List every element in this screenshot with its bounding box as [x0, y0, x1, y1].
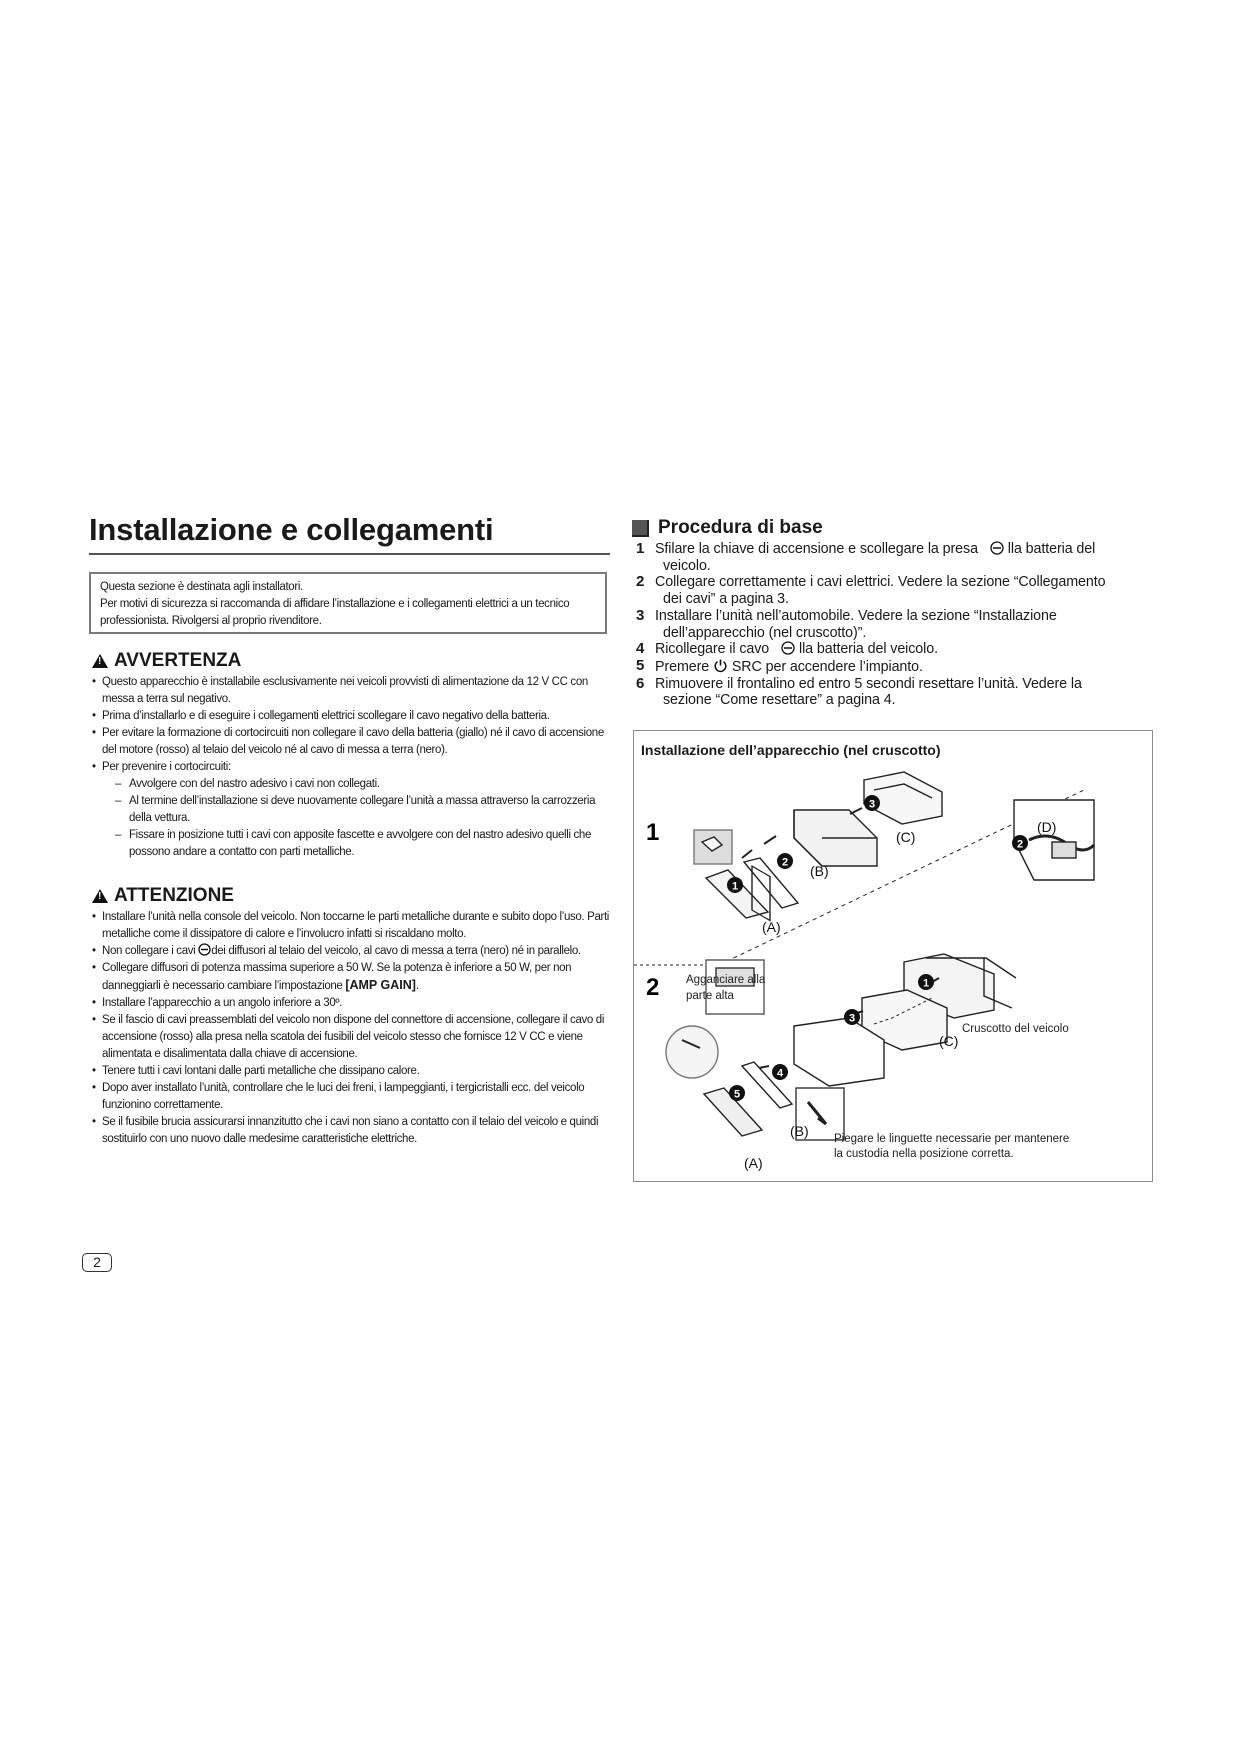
- procedure-steps: [636, 541, 1156, 709]
- bend-text-1: Piegare le linguette necessarie per mantenere: [834, 1133, 1070, 1145]
- hook-text-1: Agganciare alla: [686, 974, 766, 986]
- dashboard-label: Cruscotto del veicolo: [962, 1023, 1069, 1035]
- badge-2: 2: [781, 856, 789, 869]
- step-number: 2: [636, 573, 645, 591]
- step-item: [636, 676, 1156, 709]
- step-number: 1: [636, 540, 645, 557]
- installer-notice-box: [89, 572, 607, 634]
- caution-heading: [92, 885, 234, 907]
- step-text: Collegare correttamente i cavi elettrici. Vedere la sezione “Collegamento: [655, 574, 1106, 591]
- procedure-title: Procedura di base: [658, 517, 823, 538]
- warning-subitem: – Avvolgere con del nastro adesivo i cavi non collegati.: [89, 776, 609, 793]
- label-c-1: (C): [896, 829, 916, 845]
- warning-subitem: – Al termine dell’installazione si deve nuovamente collegare l’unità a massa attraverso la carrozzeria della vettura.: [89, 793, 609, 827]
- step-text-cont: dell’apparecchio (nel cruscotto)”.: [663, 624, 867, 641]
- diagram-title: Installazione dell’apparecchio (nel cruscotto): [641, 742, 941, 758]
- bend-text-2: la custodia nella posizione corretta.: [834, 1148, 1014, 1160]
- label-a-1: (A): [762, 919, 781, 935]
- caution-item: • Installare l’unità nella console del veicolo. Non toccarne le parti metalliche durante e subito dopo l’uso. Parti metalliche come il dissipatore di calore e l’involucro infatti si riscaldano molto.: [89, 909, 609, 943]
- step-text: lla batteria del veicolo.: [799, 641, 938, 658]
- step-text: Sfilare la chiave di accensione e scollegare la presa: [655, 541, 978, 557]
- installation-illustration: [634, 770, 1152, 1180]
- label-d: (D): [1037, 819, 1057, 835]
- caution-section: [89, 909, 609, 1148]
- step-2-label: 2: [646, 974, 660, 1001]
- step-text: lla batteria del: [1007, 541, 1096, 557]
- caution-text: dei diffusori al telaio del veicolo, al cavo di messa a terra (nero) né in parallelo.: [211, 945, 581, 957]
- warning-title: AVVERTENZA: [114, 650, 242, 671]
- step-text: SRC per accendere l’impianto.: [731, 658, 923, 675]
- section-square-icon: [632, 520, 649, 537]
- minus-circle-icon: [982, 541, 1008, 555]
- step-number: 3: [636, 606, 645, 624]
- step-number: 5: [636, 656, 645, 674]
- caution-text: Non collegare i cavi: [102, 945, 196, 957]
- step-text: Premere: [655, 658, 710, 675]
- warning-subitem: – Fissare in posizione tutti i cavi con apposite fascette e avvolgere con del nastro adesivo quelli che possono andare a contatto con parti metalliche.: [89, 827, 609, 861]
- step-text: Ricollegare il cavo: [655, 641, 770, 658]
- caution-title: ATTENZIONE: [114, 885, 234, 906]
- step-text: Rimuovere il frontalino ed entro 5 secondi resettare l’unità. Vedere la: [655, 675, 1082, 692]
- label-b-2: (B): [790, 1123, 809, 1139]
- warning-item: • Per prevenire i cortocircuiti:: [89, 759, 609, 776]
- badge-1b: 1: [922, 977, 930, 990]
- amp-gain-keyword: [AMP GAIN]: [345, 978, 416, 992]
- step-text-cont: dei cavi” a pagina 3.: [663, 591, 789, 608]
- step-text-cont: veicolo.: [663, 557, 711, 574]
- notice-line-1: Questa sezione è destinata agli installatori.: [100, 581, 303, 593]
- caution-item: • Installare l’apparecchio a un angolo inferiore a 30º.: [89, 995, 609, 1012]
- caution-text: Collegare diffusori di potenza massima superiore a 50 W. Se la potenza è inferiore a 50 W, per non danneggiarli è necessario cambiare l’impostazione: [102, 962, 572, 992]
- step-number: 6: [636, 674, 645, 692]
- caution-item: • Dopo aver installato l’unità, controllare che le luci dei freni, i lampeggianti, i tergicristalli ecc. del veicolo funzionino correttamente.: [89, 1080, 609, 1114]
- caution-triangle-icon: [92, 889, 108, 903]
- label-a-2: (A): [744, 1155, 763, 1171]
- warning-item: • Per evitare la formazione di cortocircuiti non collegare il cavo della batteria (giallo) né il cavo di accensione del motore (rosso) al telaio del veicolo né al cavo di messa a terra (nero).: [89, 725, 609, 759]
- hook-text-2: parte alta: [686, 990, 734, 1002]
- badge-5: 5: [733, 1088, 741, 1101]
- caution-item: • Tenere tutti i cavi lontani dalle parti metalliche che dissipano calore.: [89, 1063, 609, 1080]
- warning-item: • Questo apparecchio è installabile esclusivamente nei veicoli provvisti di alimentazione da 12 V CC con messa a terra sul negativo.: [89, 674, 609, 708]
- warning-item: • Prima d’installarlo e di eseguire i collegamenti elettrici scollegare il cavo negativo della batteria.: [89, 708, 609, 725]
- step-text-cont: sezione “Come resettare” a pagina 4.: [663, 692, 896, 709]
- label-c-2: (C): [939, 1033, 959, 1049]
- minus-circle-icon: [773, 641, 799, 655]
- notice-line-2: Per motivi di sicurezza si raccomanda di affidare l’installazione e i collegamenti elettrici a un tecnico professionista. Rivolgersi al proprio rivenditore.: [100, 598, 570, 627]
- badge-2b: 2: [1016, 838, 1024, 851]
- step-item: [636, 641, 1156, 658]
- step-item: [636, 658, 1156, 676]
- badge-3b: 3: [848, 1012, 856, 1025]
- badge-1: 1: [731, 880, 739, 893]
- step-number: 4: [636, 640, 645, 658]
- step-item: [636, 608, 1156, 641]
- warning-section: [89, 674, 609, 861]
- minus-circle-icon: [198, 943, 211, 956]
- page-number: 2: [82, 1253, 112, 1272]
- caution-item: [89, 943, 609, 960]
- procedure-heading: [632, 517, 823, 539]
- caution-item: • Collegare diffusori di potenza massima superiore a 50 W. Se la potenza è inferiore a 50 W, per non danneggiarli è necessario cambiare l’impostazione [AMP GAIN].: [89, 960, 609, 995]
- warning-heading: [92, 650, 241, 672]
- power-icon: [713, 658, 728, 673]
- title-divider: [89, 553, 610, 555]
- caution-item: • Se il fusibile brucia assicurarsi innanzitutto che i cavi non siano a contatto con il telaio del veicolo e quindi sostituirlo con uno nuovo dalle medesime caratteristiche elettriche.: [89, 1114, 609, 1148]
- badge-4: 4: [776, 1067, 784, 1080]
- step-item: [636, 574, 1156, 607]
- step-text: Installare l’unità nell’automobile. Vedere la sezione “Installazione: [655, 607, 1057, 624]
- badge-3: 3: [868, 798, 876, 811]
- label-b-1: (B): [810, 863, 829, 879]
- step-item: [636, 541, 1156, 574]
- warning-triangle-icon: [92, 654, 108, 668]
- step-1-label: 1: [646, 819, 660, 846]
- page-title: Installazione e collegamenti: [89, 512, 494, 547]
- caution-item: • Se il fascio di cavi preassemblati del veicolo non dispone del connettore di accensione, collegare il cavo di accensione (rosso) alla presa nella scatola dei fusibili del veicolo stesso che fornisce 12 V CC e viene alimentata e disalimentata dalla chiave di accensione.: [89, 1012, 609, 1063]
